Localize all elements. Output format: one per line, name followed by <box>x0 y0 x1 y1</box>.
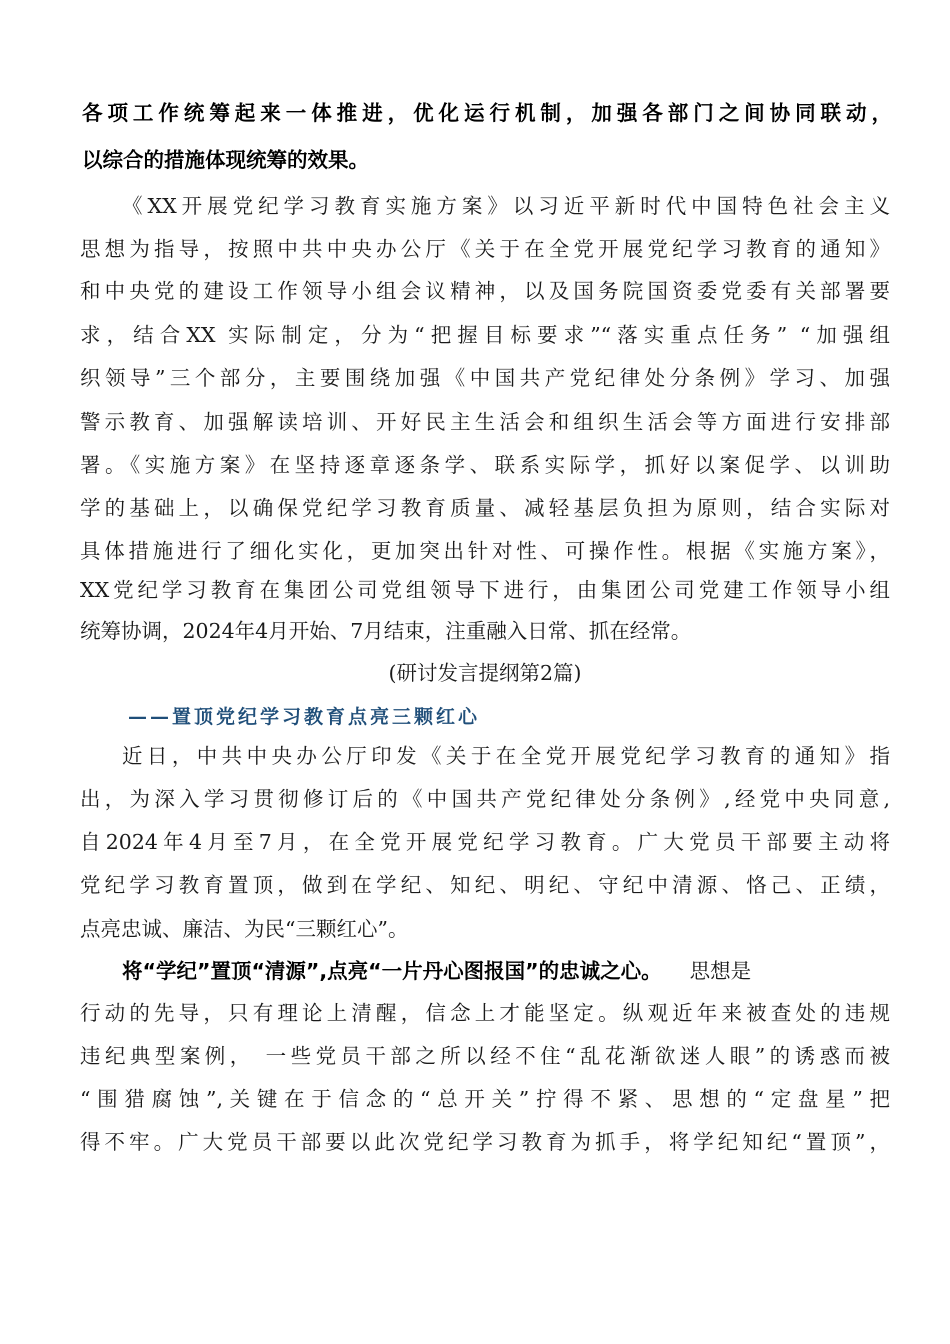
paragraph-line: 违纪典型案例， 一些党员干部之所以经不住“乱花渐欲迷人眼”的诱惑而被 <box>80 1044 890 1068</box>
paragraph-line: 统筹协调，2024年4月开始、7月结束，注重融入日常、抓在经常。 <box>80 619 692 643</box>
paragraph-line: “围猎腐蚀”,关键在于信念的“总开关”拧得不紧、思想的“定盘星”把 <box>80 1087 890 1111</box>
paragraph-lead-bold: 将“学纪”置顶“清源”,点亮“一片丹心图报国”的忠诚之心。 <box>122 959 662 983</box>
section-heading: (研讨发言提纲第2篇) <box>388 661 582 685</box>
paragraph-line: 警示教育、加强解读培训、开好民主生活会和组织生活会等方面进行安排部 <box>80 410 890 434</box>
paragraph-line: 得不牢。广大党员干部要以此次党纪学习教育为抓手，将学纪知纪“置顶”， <box>80 1130 890 1154</box>
paragraph-line: 近日，中共中央办公厅印发《关于在全党开展党纪学习教育的通知》指 <box>122 744 890 768</box>
paragraph-line: 思想为指导，按照中共中央办公厅《关于在全党开展党纪学习教育的通知》 <box>80 237 890 261</box>
paragraph-line <box>122 956 890 986</box>
paragraph-line: XX党纪学习教育在集团公司党组领导下进行，由集团公司党建工作领导小组 <box>80 578 890 602</box>
paragraph-line: 出，为深入学习贯彻修订后的《中国共产党纪律处分条例》,经党中央同意, <box>80 787 890 811</box>
intro-line: 以综合的措施体现统筹的效果。 <box>82 148 369 172</box>
paragraph-lead-rest: 思想是 <box>689 959 752 983</box>
paragraph-line: 点亮忠诚、廉洁、为民“三颗红心”。 <box>80 917 409 941</box>
paragraph-line: 织领导”三个部分，主要围绕加强《中国共产党纪律处分条例》学习、加强 <box>80 366 890 390</box>
paragraph-line: 行动的先导，只有理论上清醒，信念上才能坚定。纵观近年来被查处的违规 <box>80 1001 890 1025</box>
paragraph-line: 和中央党的建设工作领导小组会议精神，以及国务院国资委党委有关部署要 <box>80 279 890 303</box>
paragraph-line: 学的基础上，以确保党纪学习教育质量、减轻基层负担为原则，结合实际对 <box>80 496 890 520</box>
paragraph-line: 署。《实施方案》在坚持逐章逐条学、联系实际学，抓好以案促学、以训助 <box>80 453 890 477</box>
paragraph-line: 党纪学习教育置顶，做到在学纪、知纪、明纪、守纪中清源、恪己、正绩， <box>80 873 890 897</box>
paragraph-line: 自2024年4月至7月，在全党开展党纪学习教育。广大党员干部要主动将 <box>80 830 890 854</box>
section-subtitle: ——置顶党纪学习教育点亮三颗红心 <box>128 706 481 728</box>
paragraph-line: 求，结合XX 实际制定，分为“把握目标要求”“落实重点任务” “加强组 <box>80 323 890 347</box>
paragraph-line: 具体措施进行了细化实化，更加突出针对性、可操作性。根据《实施方案》， <box>80 539 890 563</box>
intro-line: 各项工作统筹起来一体推进，优化运行机制，加强各部门之间协同联动， <box>82 101 892 125</box>
paragraph-line: 《XX开展党纪学习教育实施方案》以习近平新时代中国特色社会主义 <box>122 194 890 218</box>
